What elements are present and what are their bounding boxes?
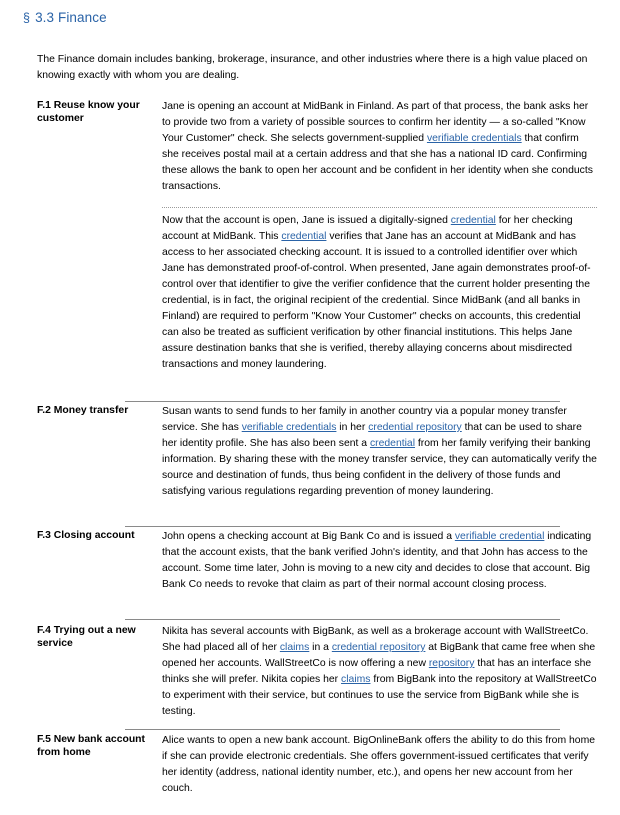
use-case-paragraph (162, 624, 597, 720)
text-run: in a (309, 642, 332, 653)
term-link[interactable]: credential repository (331, 642, 426, 653)
text-run: for her checking account at MidBank. This (162, 215, 573, 242)
use-case-body (162, 624, 597, 720)
use-case-paragraph (162, 404, 597, 500)
use-case-label: F.1 Reuse know your customer (37, 100, 140, 124)
text-run: from BigBank into the repository at WallStreetCo to experiment with their service, but continues to use the service from BigBank while she is testing. (162, 674, 597, 717)
text-run: verifies that Jane has an account at MidBank and has access to her associated checking account. It is issued to a controlled identifier over which Jane has demonstrated proof-of-control. When presented, Jane again demonstrates proof-of-control over that identifier to give the verifier confidence that the current holder presenting the credential, is in fact, the original recipient of the credential. Since MidBank (and all banks in Finland) are required to perform "Know Your Customer" checks on accounts, this credential can also be treated as sufficient verification by other financial institutions. This helps Jane assure destination banks that she is verified, thereby allaying concerns about misdirected transactions and money laundering. (162, 231, 591, 370)
use-case-divider (125, 729, 560, 730)
term-link[interactable]: credential (281, 231, 327, 242)
text-run: from her family verifying their banking information. By sharing these with the money transfer service, they can automatically verify the source and destination of funds, thus being confident in the delivery of those funds and satisfying various regulations regarding prevention of money laundering. (162, 438, 597, 497)
use-case-label: F.2 Money transfer (37, 405, 129, 416)
text-run: Alice wants to open a new bank account. BigOnlineBank offers the ability to do this from home if she can provide electronic credentials. She offers government-issued certificates that verify her identity (address, national identity number, etc.), and opens her new account from her couch. (162, 735, 595, 794)
use-case-divider (125, 526, 560, 527)
text-run: John opens a checking account at Big Bank Co and is issued a (162, 531, 455, 542)
text-run: Nikita has several accounts with BigBank, as well as a brokerage account with WallStreetCo. She had placed all of her (162, 626, 589, 653)
term-link[interactable]: claims (279, 642, 310, 653)
use-case-paragraph (162, 213, 597, 373)
term-link[interactable]: verifiable credentials (241, 422, 337, 433)
text-run: in her (336, 422, 369, 433)
use-case-body (162, 99, 597, 195)
use-case-paragraph (162, 99, 597, 195)
use-case-paragraph (162, 529, 597, 593)
text-run: that confirm she receives postal mail at a certain address and that she has a national ID card. Confirming these allows the bank to open her account and be confident in her identity when she conducts transactions. (162, 133, 593, 192)
term-link[interactable]: credential (450, 215, 496, 226)
text-run: Susan wants to send funds to her family in another country via a popular money transfer service. She has (162, 406, 567, 433)
use-case-body (162, 213, 597, 373)
use-case-body (162, 733, 597, 797)
text-run: indicating that the account exists, that the bank verified John's identity, and that John has access to the account. Some time later, John is moving to a new city and decides to close that account. Big Bank Co needs to revoke that claim as part of their normal account closing process. (162, 531, 592, 590)
term-link[interactable]: claims (341, 674, 371, 685)
text-run: Now that the account is open, Jane is issued a digitally-signed (162, 215, 451, 226)
term-link[interactable]: credential (369, 438, 416, 449)
use-case-label: F.3 Closing account (37, 530, 135, 541)
use-case-label: F.5 New bank account from home (37, 734, 145, 758)
text-run: at BigBank that came free when she opened her accounts. WallStreetCo is now offering a new (162, 642, 596, 669)
text-run: Jane is opening an account at MidBank in Finland. As part of that process, the bank asks her to provide two from a variety of possible sources to confirm her identity — a so-called "Know Your Customer" check. She selects government-supplied (162, 101, 589, 144)
section-title: 3.3 Finance (35, 10, 107, 25)
section-sign: § (23, 11, 31, 25)
use-case-body (162, 529, 597, 593)
term-link[interactable]: repository (428, 658, 475, 669)
term-link[interactable]: credential repository (368, 422, 462, 433)
paragraph-divider (162, 207, 597, 208)
use-case-divider (125, 401, 560, 402)
text-run: that has an interface she thinks she will prefer. Nikita copies her (162, 658, 592, 685)
section-heading (23, 10, 107, 25)
term-link[interactable]: verifiable credential (454, 531, 545, 542)
intro-paragraph: The Finance domain includes banking, brokerage, insurance, and other industries where there is a high value placed on knowing exactly with whom you are dealing. (37, 54, 588, 81)
use-case-divider (125, 619, 560, 620)
text-run: that can be used to share her identity profile. She has also been sent a (162, 422, 582, 449)
use-case-paragraph (162, 733, 597, 797)
term-link[interactable]: verifiable credentials (426, 133, 522, 144)
use-case-label: F.4 Trying out a new service (37, 625, 136, 649)
use-case-body (162, 404, 597, 500)
